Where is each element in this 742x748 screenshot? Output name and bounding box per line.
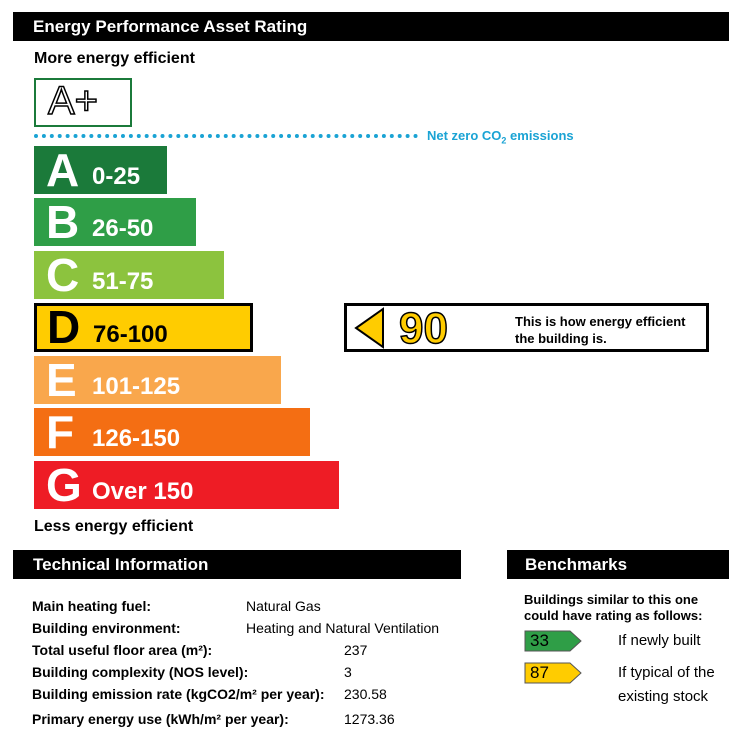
band-range: 126-150 [92, 425, 181, 452]
net-zero-tail: emissions [506, 128, 574, 143]
band-letter: G [46, 459, 82, 511]
band-range: 76-100 [93, 321, 168, 348]
current-rating-text-line2: the building is. [515, 331, 607, 346]
tech-value: 237 [344, 642, 368, 658]
aplus-label: A+ [48, 79, 99, 123]
benchmark-new-build [524, 630, 582, 652]
tech-key: Building emission rate (kgCO2/m² per year): [32, 686, 325, 702]
band-letter: A [46, 144, 80, 196]
benchmark-typical-stock-label [618, 661, 715, 709]
tech-key: Building complexity (NOS level): [32, 664, 249, 680]
band-a [34, 146, 167, 194]
benchmark-value: 33 [530, 631, 549, 650]
rating-title: Energy Performance Asset Rating [33, 16, 308, 36]
aplus-box [34, 78, 132, 127]
band-range: Over 150 [92, 478, 194, 505]
net-zero-line [34, 134, 418, 138]
band-range: 0-25 [92, 163, 141, 190]
band-letter: E [46, 354, 77, 406]
rating-header [13, 12, 729, 41]
benchmarks-title: Benchmarks [525, 554, 628, 574]
current-rating-value: 90 [399, 304, 448, 353]
band-letter: F [46, 406, 75, 458]
current-rating-text [515, 313, 685, 347]
tech-key: Building environment: [32, 620, 181, 636]
band-range: 51-75 [92, 268, 154, 295]
technical-header [13, 550, 461, 579]
net-zero-label [427, 128, 574, 146]
tech-value: Heating and Natural Ventilation [246, 620, 440, 636]
band-b [34, 198, 196, 246]
tech-value: 1273.36 [344, 711, 395, 727]
band-letter: C [46, 249, 80, 301]
net-zero-text: Net zero CO [427, 128, 502, 143]
band-d [34, 303, 253, 352]
tech-value: 230.58 [344, 686, 387, 702]
band-letter: B [46, 196, 80, 248]
band-e [34, 356, 281, 404]
more-efficient-label: More energy efficient [34, 50, 195, 67]
benchmark-value: 87 [530, 663, 549, 682]
benchmark-new-build-label: If newly built [618, 632, 701, 649]
benchmarks-header [507, 550, 729, 579]
benchmarks-intro-line1: Buildings similar to this one [524, 592, 699, 607]
benchmarks-intro [524, 592, 702, 624]
tech-value: 3 [344, 664, 352, 680]
tech-key: Primary energy use (kWh/m² per year): [32, 711, 289, 727]
current-rating-box [344, 303, 709, 352]
benchmark-label-line1: If typical of the [618, 664, 715, 681]
tech-key: Total useful floor area (m²): [32, 642, 213, 658]
band-f [34, 408, 310, 456]
current-rating-arrow [353, 307, 385, 349]
net-zero-sub: 2 [501, 135, 507, 146]
band-letter: D [47, 301, 81, 353]
band-range: 26-50 [92, 215, 154, 242]
benchmark-label-line2: existing stock [618, 688, 709, 705]
band-range: 101-125 [92, 373, 181, 400]
current-rating-text-line1: This is how energy efficient [515, 314, 686, 329]
less-efficient-label: Less energy efficient [34, 518, 194, 535]
band-c [34, 251, 224, 299]
benchmark-typical-stock [524, 662, 582, 684]
tech-key: Main heating fuel: [32, 598, 151, 614]
band-g [34, 461, 339, 509]
benchmarks-intro-line2: could have rating as follows: [524, 608, 703, 623]
technical-title: Technical Information [33, 554, 209, 574]
tech-value: Natural Gas [246, 598, 321, 614]
